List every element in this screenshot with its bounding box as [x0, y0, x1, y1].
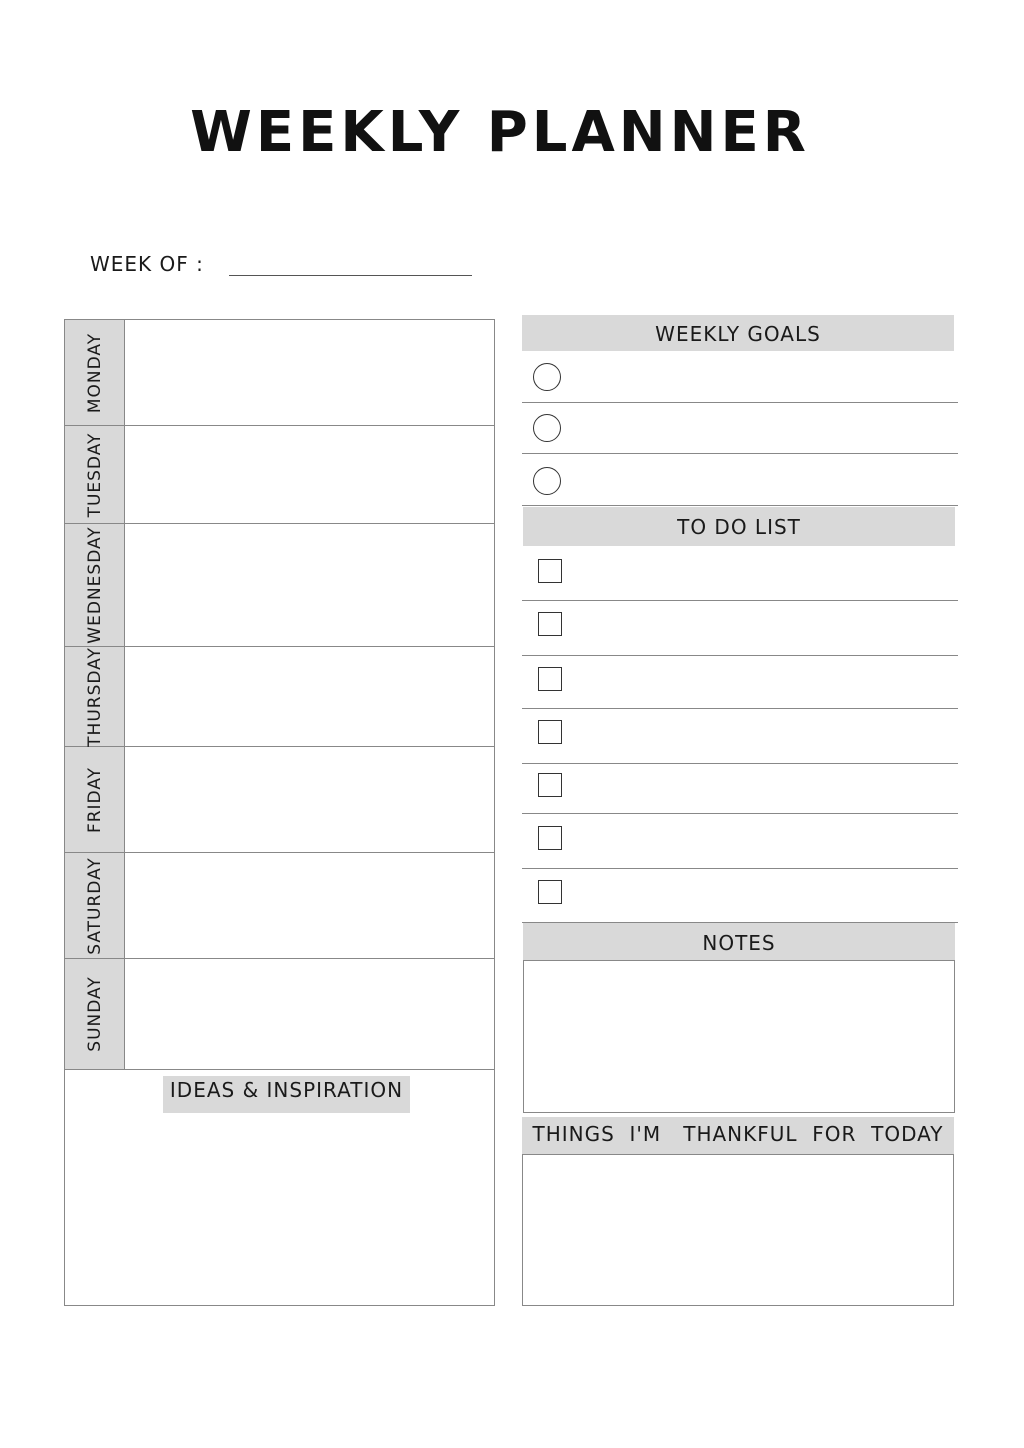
todo-checkbox-icon[interactable]	[538, 880, 562, 904]
day-row-saturday[interactable]	[65, 853, 494, 959]
thankful-area[interactable]	[522, 1154, 954, 1306]
notes-header: NOTES	[523, 923, 955, 960]
day-label-wednesday: WEDNESDAY	[84, 526, 105, 644]
week-of-label: WEEK OF :	[90, 252, 204, 276]
day-row-thursday[interactable]	[65, 647, 494, 747]
page-title: WEEKLY PLANNER	[190, 100, 810, 165]
day-label-cell	[65, 959, 125, 1069]
goal-row[interactable]	[522, 351, 958, 403]
day-row-sunday[interactable]	[65, 959, 494, 1070]
notes-area[interactable]	[523, 960, 955, 1113]
todo-row[interactable]	[522, 656, 958, 709]
todo-row[interactable]	[522, 709, 958, 764]
day-label-tuesday: TUESDAY	[84, 432, 105, 517]
goal-row[interactable]	[522, 454, 958, 506]
todo-checkbox-icon[interactable]	[538, 773, 562, 797]
day-label-cell	[65, 320, 125, 425]
todo-row[interactable]	[522, 869, 958, 923]
ideas-inspiration-area[interactable]	[65, 1120, 494, 1305]
todo-row[interactable]	[522, 764, 958, 814]
thankful-header: THINGS I'M THANKFUL FOR TODAY	[522, 1117, 954, 1154]
day-label-thursday: THURSDAY	[84, 646, 105, 747]
goal-circle-icon[interactable]	[533, 414, 561, 442]
week-of-line[interactable]	[229, 275, 472, 276]
todo-row[interactable]	[522, 601, 958, 656]
day-label-cell	[65, 853, 125, 958]
day-row-tuesday[interactable]	[65, 426, 494, 524]
day-row-wednesday[interactable]	[65, 524, 494, 647]
goal-circle-icon[interactable]	[533, 467, 561, 495]
day-label-cell	[65, 647, 125, 746]
todo-checkbox-icon[interactable]	[538, 612, 562, 636]
day-label-cell	[65, 524, 125, 646]
weekly-goals-header: WEEKLY GOALS	[522, 315, 954, 351]
goal-circle-icon[interactable]	[533, 363, 561, 391]
day-row-friday[interactable]	[65, 747, 494, 853]
todo-checkbox-icon[interactable]	[538, 667, 562, 691]
day-label-monday: MONDAY	[84, 332, 105, 413]
day-label-friday: FRIDAY	[84, 766, 105, 833]
day-row-monday[interactable]	[65, 320, 494, 426]
day-label-cell	[65, 426, 125, 523]
todo-checkbox-icon[interactable]	[538, 559, 562, 583]
todo-row[interactable]	[522, 814, 958, 869]
day-label-cell	[65, 747, 125, 852]
todo-checkbox-icon[interactable]	[538, 720, 562, 744]
goal-row[interactable]	[522, 403, 958, 454]
todo-row[interactable]	[522, 546, 958, 601]
day-label-sunday: SUNDAY	[84, 976, 105, 1052]
ideas-inspiration-header: IDEAS & INSPIRATION	[163, 1076, 410, 1113]
todo-list-header: TO DO LIST	[523, 507, 955, 546]
todo-checkbox-icon[interactable]	[538, 826, 562, 850]
day-label-saturday: SATURDAY	[84, 856, 105, 955]
